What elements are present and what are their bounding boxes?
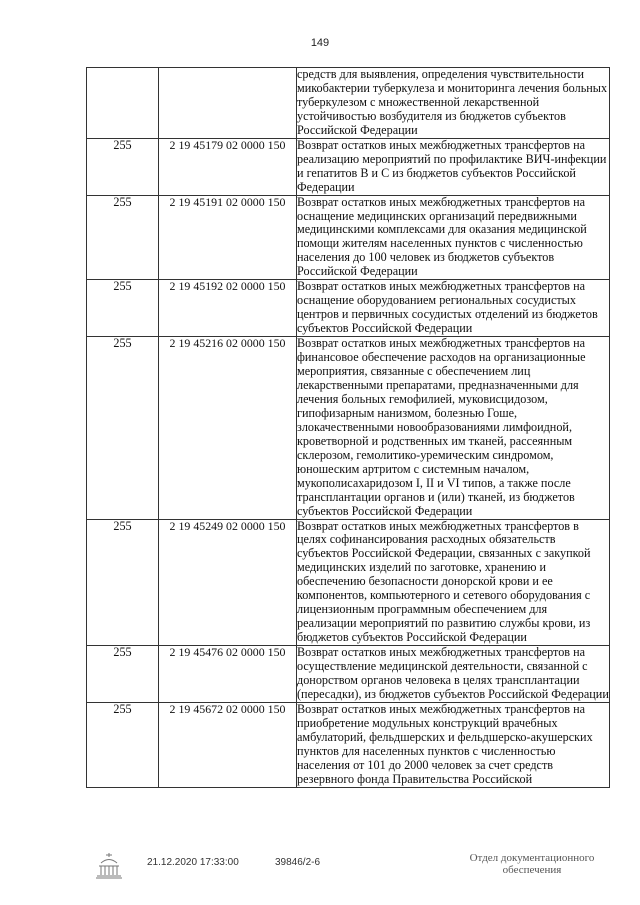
description-cell: Возврат остатков иных межбюджетных трансфертов на оснащение медицинских организаций передвижными медицинскими комплексами для оказания медицинской помощи жителям населенных пунктов с численностью населения до 100 человек из бюджетов субъектов Российской Федерации (297, 195, 610, 280)
admin-code-cell: 255 (87, 280, 159, 337)
stamp-datetime: 21.12.2020 17:33:00 (147, 857, 239, 868)
table-row (87, 195, 610, 280)
table-row (87, 68, 610, 139)
admin-code-cell: 255 (87, 195, 159, 280)
description-cell: Возврат остатков иных межбюджетных трансфертов на реализацию мероприятий по профилактике ВИЧ-инфекции и гепатитов В и С из бюджетов субъектов Российской Федерации (297, 138, 610, 195)
description-cell: Возврат остатков иных межбюджетных трансфертов на осуществление медицинской деятельности, связанной с донорством органов человека в целях трансплантации (пересадки), из бюджетов субъектов Российской Федерации (297, 645, 609, 701)
page-number: 149 (310, 37, 330, 49)
budget-codes-table (86, 67, 610, 788)
budget-code-cell: 2 19 45192 02 0000 150 (159, 280, 297, 337)
budget-code-cell: 2 19 45672 02 0000 150 (159, 702, 297, 787)
admin-code-cell (87, 68, 159, 139)
budget-code-cell: 2 19 45216 02 0000 150 (159, 337, 297, 519)
admin-code-cell: 255 (87, 337, 159, 519)
admin-code-cell: 255 (87, 138, 159, 195)
admin-code-cell: 255 (87, 646, 159, 703)
budget-code-cell: 2 19 45191 02 0000 150 (159, 195, 297, 280)
table-row (87, 280, 610, 337)
admin-code-cell: 255 (87, 702, 159, 787)
table-row (87, 337, 610, 519)
footer (90, 850, 610, 890)
table-row (87, 646, 610, 703)
budget-code-cell: 2 19 45179 02 0000 150 (159, 138, 297, 195)
table-row (87, 138, 610, 195)
description-cell: Возврат остатков иных межбюджетных трансфертов на финансовое обеспечение расходов на организационные мероприятия, связанные с обеспечением лиц лекарственными препаратами, предназначенными для лечения больных гемофилией, муковисцидозом, гипофизарным нанизмом, болезнью Гоше, злокачественными новообразованиями лимфоидной, кроветворной и родственных им тканей, рассеянным склерозом, гемолитико-уремическим синдромом, юношеским артритом с системным началом, мукополисахаридозом I, II и VI типов, а также после трансплантации органов и (или) тканей, из бюджетов субъектов Российской Федерации (297, 337, 610, 519)
budget-code-cell (159, 68, 297, 139)
budget-code-cell: 2 19 45476 02 0000 150 (159, 646, 297, 703)
description-cell: Возврат остатков иных межбюджетных трансфертов на оснащение оборудованием региональных сосудистых центров и первичных сосудистых отделений из бюджетов субъектов Российской Федерации (297, 280, 610, 337)
table-row (87, 519, 610, 646)
table-row (87, 702, 610, 787)
admin-code-cell: 255 (87, 519, 159, 646)
description-cell: Возврат остатков иных межбюджетных трансфертов в целях софинансирования расходных обязательств субъектов Российской Федерации, связанных с закупкой медицинских изделий по заготовке, хранению и обеспечению безопасности донорской крови и ее компонентов, компьютерного и сетевого оборудования с лицензионным программным обеспечением для реализации мероприятий по развитию службы крови, из бюджетов субъектов Российской Федерации (297, 519, 610, 646)
department-stamp: Отдел документационного обеспечения (469, 852, 595, 876)
description-cell: Возврат остатков иных межбюджетных трансфертов на приобретение модульных конструкций врачебных амбулаторий, фельдшерских и фельдшерско-акушерских пунктов для населенных пунктов с численностью населения от 101 до 2000 человек за счет средств резервного фонда Правительства Российской (297, 702, 610, 787)
emblem-icon (94, 850, 124, 880)
stamp-doc-id: 39846/2-6 (275, 857, 321, 868)
budget-code-cell: 2 19 45249 02 0000 150 (159, 519, 297, 646)
description-cell: средств для выявления, определения чувствительности микобактерии туберкулеза и мониторинга лечения больных туберкулезом с множественной лекарственной устойчивостью возбудителя из бюджетов субъектов Российской Федерации (297, 68, 610, 139)
